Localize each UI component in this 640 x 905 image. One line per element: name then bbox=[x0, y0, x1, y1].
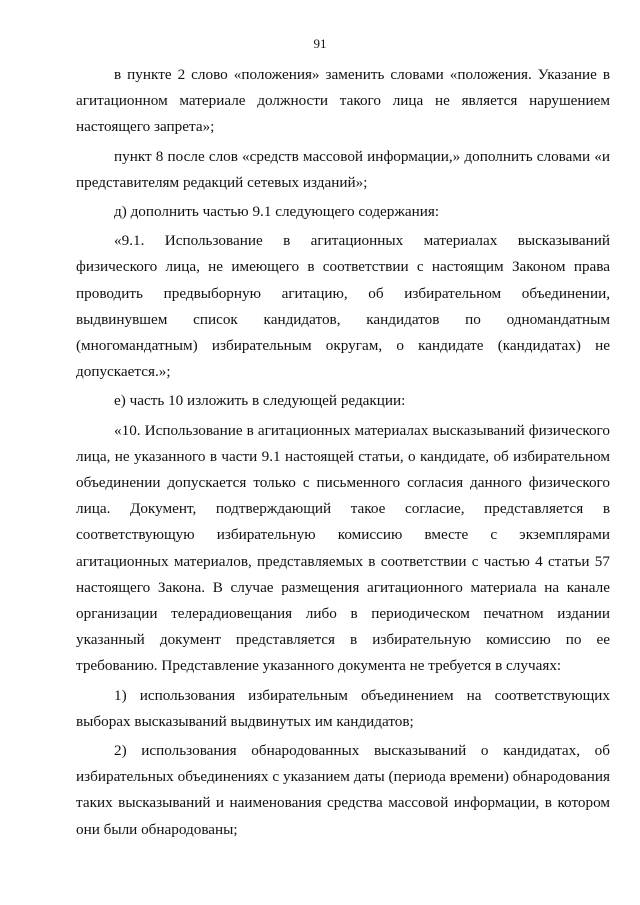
page-number: 91 bbox=[313, 36, 327, 51]
paragraph-part-10: «10. Использование в агитационных материалах высказываний физического лица, не указанного в части 9.1 настоящей статьи, о кандидате, об избирательном объединении допускается только с письменного согласия данного физического лица. Документ, подтверждающий такое согласие, представляется в соответствующую избирательную комиссию вместе с экземплярами агитационных материалов, представляемых в соответствии с частью 4 статьи 57 настоящего Закона. В случае размещения агитационного материала на канале организации телерадиовещания либо в периодическом печатном издании указанный документ представляется в избирательную комиссию по ее требованию. Представление указанного документа не требуется в случаях: bbox=[76, 421, 610, 675]
paragraph-item-2: 2) использования обнародованных высказываний о кандидатах, об избирательных объединениях с указанием даты (периода времени) обнародования таких высказываний и наименования средства массовой информации, в котором они были обнародованы; bbox=[76, 742, 610, 838]
paragraph-punkt-2: в пункте 2 слово «положения» заменить словами «положения. Указание в агитационном материале должности такого лица не является нарушением настоящего запрета»; bbox=[76, 66, 610, 136]
document-body bbox=[76, 62, 610, 843]
paragraph-amendment-d: д) дополнить частью 9.1 следующего содержания: bbox=[114, 203, 440, 221]
paragraph-item-1: 1) использования избирательным объединением на соответствующих выборах высказываний выдвинутых им кандидатов; bbox=[76, 686, 610, 730]
paragraph-part-9-1: «9.1. Использование в агитационных материалах высказываний физического лица, не имеющего в соответствии с настоящим Законом права проводить предвыборную агитацию, об избирательном объединении, выдвинувшем список кандидатов, кандидатов по одномандатным (многомандатным) избирательным округам, о кандидате (кандидатах) не допускается.»; bbox=[76, 232, 610, 381]
paragraph-amendment-e: е) часть 10 изложить в следующей редакции: bbox=[114, 392, 406, 410]
paragraph-punkt-8: пункт 8 после слов «средств массовой информации,» дополнить словами «и представителям редакций сетевых изданий»; bbox=[76, 147, 610, 191]
